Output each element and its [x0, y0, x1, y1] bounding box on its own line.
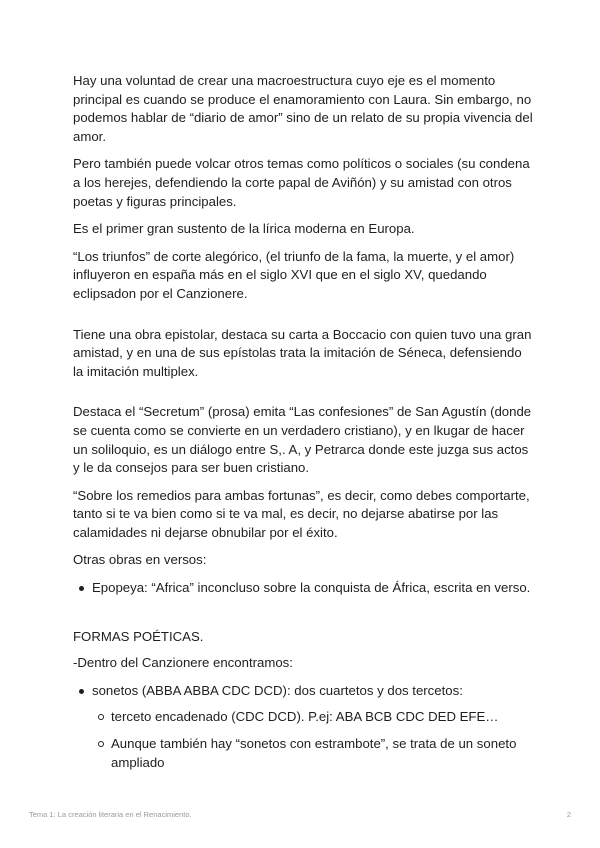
- sublist-item: Aunque también hay “sonetos con estrambote”, se trata de un soneto ampliado: [92, 735, 535, 772]
- paragraph-laura: Hay una voluntad de crear una macroestructura cuyo eje es el momento principal es cuando se produce el enamoramiento con Laura. Sin embargo, no podemos hablar de “diario de amor” sino de un relato de su propia vivencia del amor.: [73, 73, 533, 144]
- list-item: Epopeya: “Africa” inconcluso sobre la conquista de África, escrita en verso.: [73, 579, 535, 598]
- page-number: 2: [566, 810, 571, 819]
- paragraph-secretum: Destaca el “Secretum” (prosa) emita “Las confesiones” de San Agustín (donde se cuenta como se convierte en un verdadero cristiano), y en lkugar de hacer un soliloquio, es un diálogo entre S,. A, y Petrarca donde este juzga sus actos y le da consejos para ser buen cristiano.: [73, 404, 532, 476]
- paragraph-epistolar: Tiene una obra epistolar, destaca su carta a Boccacio con quien tuvo una gran amistad, y en una de sus epístolas trata la imitación de Séneca, defensiendo la imitación multiplex.: [73, 326, 532, 379]
- list-formas: [73, 682, 535, 772]
- list-item-text: sonetos (ABBA ABBA CDC DCD): dos cuartetos y dos tercetos:: [92, 682, 463, 698]
- paragraph-triunfos: “Los triunfos” de corte alegórico, (el triunfo de la fama, la muerte, y el amor) influyeron en españa más en el siglo XVI que en el siglo XV, quedando eclipsadon por el Canzionere.: [73, 248, 515, 301]
- list-obras: [73, 579, 535, 598]
- page-body: [73, 72, 535, 780]
- paragraph-lirica-moderna: Es el primer gran sustento de la lírica moderna en Europa.: [73, 221, 415, 237]
- paragraph-canzionere: -Dentro del Canzionere encontramos:: [73, 655, 293, 671]
- section-heading: FORMAS POÉTICAS.: [73, 628, 204, 644]
- footer-title: Tema 1: La creación literaria en el Renacimiento.: [29, 810, 192, 819]
- sublist-item: terceto encadenado (CDC DCD). P.ej: ABA BCB CDC DED EFE…: [92, 708, 535, 727]
- paragraph-otras-obras: Otras obras en versos:: [73, 552, 207, 568]
- paragraph-remedios: “Sobre los remedios para ambas fortunas”, es decir, como debes comportarte, tanto si te va bien como si te va mal, es decir, no dejarse abatirse por las calamidades ni dejarse obnubilar por el éxito.: [73, 487, 530, 540]
- sublist-formas: [92, 708, 535, 772]
- list-item: [73, 682, 535, 772]
- paragraph-temas: Pero también puede volcar otros temas como políticos o sociales (su condena a los herejes, defendiendo la corte papal de Aviñón) y su amistad con otros poetas y figuras principales.: [73, 156, 530, 209]
